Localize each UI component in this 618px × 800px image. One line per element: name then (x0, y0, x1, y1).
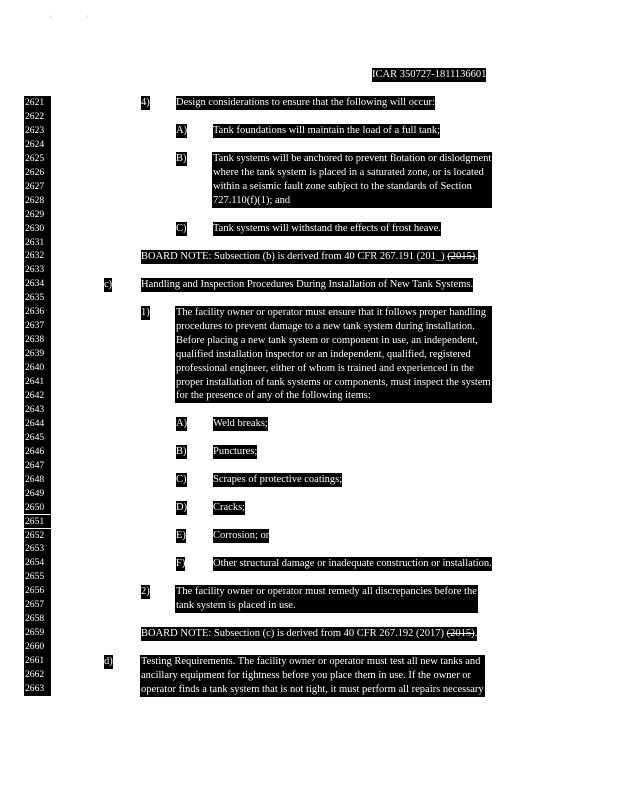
line-number: 2623 (24, 124, 51, 138)
text-line: Before placing a new tank system or component in use, an independent, (176, 334, 478, 346)
line-number: 2628 (24, 194, 51, 208)
line-number: 2641 (24, 375, 51, 389)
item-label: d) (104, 656, 113, 667)
line-number: 2626 (24, 166, 51, 180)
section-4-heading: Design considerations to ensure that the following will occur: (176, 97, 435, 108)
document-id: ICAR 350727-1811136601 (372, 69, 487, 80)
line-number: 2638 (24, 333, 51, 347)
board-note-c (141, 627, 477, 641)
line-number: 2661 (24, 654, 51, 668)
line-number: 2633 (24, 263, 51, 277)
section-c1e-text: Corrosion; or (213, 530, 270, 541)
text-line: The facility owner or operator must remedy all discrepancies before the (176, 586, 477, 597)
line-number: 2663 (24, 682, 51, 696)
line-number: 2630 (24, 222, 51, 236)
text-line: 727.110(f)(1); and (213, 194, 291, 206)
item-label: 4) (141, 97, 150, 108)
item-label: 1) (141, 307, 150, 318)
line-number: 2624 (24, 138, 51, 152)
section-c2-block (175, 585, 478, 613)
line-number: 2634 (24, 277, 51, 291)
text-line: operator finds a tank system that is not tight, it must perform all repairs necessary (141, 683, 484, 695)
section-4a-text: Tank foundations will maintain the load of a full tank; (213, 125, 441, 136)
line-number: 2646 (24, 445, 51, 459)
line-number: 2640 (24, 361, 51, 375)
line-number: 2649 (24, 487, 51, 501)
line-number: 2658 (24, 612, 51, 626)
struck-text: (2015) (447, 251, 476, 262)
section-c1-block (175, 306, 492, 403)
text-line: professional engineer, either of whom is trained and experienced in the (176, 362, 474, 374)
text-line: The facility owner or operator must ensure that it follows proper handling (176, 307, 486, 318)
line-number: 2657 (24, 598, 51, 612)
line-number: 2650 (24, 501, 51, 515)
line-number: 2635 (24, 291, 51, 305)
section-4b-block (212, 152, 492, 208)
struck-text: (2015) (446, 628, 475, 639)
section-d-block (140, 655, 485, 697)
item-label: D) (176, 502, 188, 513)
line-number: 2653 (24, 542, 51, 556)
line-number: 2629 (24, 208, 51, 222)
line-number: 2622 (24, 110, 51, 124)
item-label: C) (176, 474, 187, 485)
item-label: C) (176, 223, 187, 234)
item-label: B) (176, 153, 187, 164)
text-line: procedures to prevent damage to a new tank system during installation. (176, 320, 475, 332)
section-c1f-text: Other structural damage or inadequate construction or installation. (213, 558, 492, 569)
text-line: for the presence of any of the following items: (176, 390, 371, 402)
line-number: 2639 (24, 347, 51, 361)
period: . (474, 628, 478, 639)
section-4c-text: Tank systems will withstand the effects of frost heave. (213, 223, 441, 234)
line-number: 2636 (24, 305, 51, 319)
section-c1a-text: Weld breaks; (213, 418, 268, 429)
item-label: B) (176, 446, 187, 457)
line-number: 2625 (24, 152, 51, 166)
line-number: 2637 (24, 319, 51, 333)
text-line: Testing Requirements. The facility owner or operator must test all new tanks and (141, 656, 481, 667)
line-number: 2632 (24, 249, 51, 263)
scan-mark: ' (87, 14, 89, 23)
item-label: 2) (141, 586, 150, 597)
item-label: c) (104, 279, 113, 290)
line-number: 2659 (24, 626, 51, 640)
item-label: A) (176, 418, 188, 429)
text-line: within a seismic fault zone subject to the standards of Section (213, 180, 472, 192)
item-label: E) (176, 530, 186, 541)
line-number: 2621 (24, 96, 51, 110)
line-number: 2644 (24, 417, 51, 431)
line-number: 2631 (24, 236, 51, 250)
board-note-text: BOARD NOTE: Subsection (b) is derived from 40 CFR 267.191 (201_) (141, 251, 445, 262)
text-line: ancillary equipment for tightness before you place them in use. If the owner or (141, 669, 472, 681)
text-line: tank system is placed in use. (176, 599, 296, 611)
section-c1c-text: Scrapes of protective coatings; (213, 474, 343, 485)
line-number: 2648 (24, 473, 51, 487)
line-number: 2647 (24, 459, 51, 473)
section-c-heading: Handling and Inspection Procedures During Installation of New Tank Systems. (141, 279, 474, 290)
line-number: 2654 (24, 556, 51, 570)
line-number: 2627 (24, 180, 51, 194)
line-number: 2643 (24, 403, 51, 417)
line-number: 2656 (24, 584, 51, 598)
text-line: where the tank system is placed in a saturated zone, or is located (213, 166, 484, 178)
text-line: qualified installation inspector or an independent, qualified, registered (176, 348, 471, 360)
line-number: 2660 (24, 640, 51, 654)
text-line: Tank systems will be anchored to prevent flotation or dislodgment (213, 153, 492, 164)
period: . (475, 251, 478, 262)
line-number: 2652 (24, 529, 51, 543)
line-number: 2655 (24, 570, 51, 584)
item-label: F) (176, 558, 186, 569)
line-number: 2651 (24, 515, 51, 529)
item-label: A) (176, 125, 188, 136)
board-note-b (141, 250, 478, 264)
line-number: 2642 (24, 389, 51, 403)
scan-mark: ' (50, 14, 52, 23)
line-number: 2662 (24, 668, 51, 682)
line-number: 2645 (24, 431, 51, 445)
section-c1d-text: Cracks; (213, 502, 246, 513)
section-c1b-text: Punctures; (213, 446, 258, 457)
board-note-text: BOARD NOTE: Subsection (c) is derived from 40 CFR 267.192 (2017) (141, 628, 445, 639)
text-line: proper installation of tank systems or components, must inspect the system (176, 376, 491, 388)
